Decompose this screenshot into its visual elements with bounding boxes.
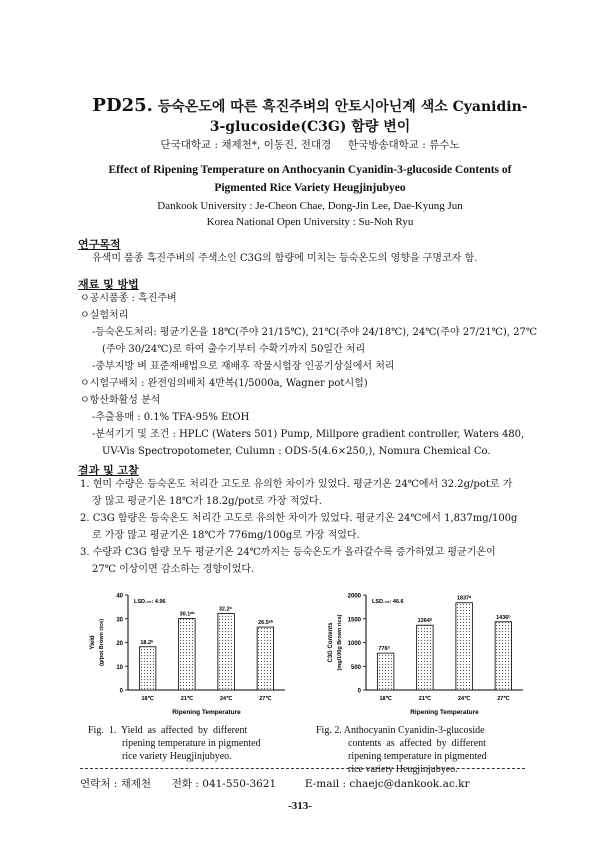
bar bbox=[257, 627, 273, 690]
y-axis-label: Yield bbox=[90, 635, 96, 650]
caption-line: rice variety Heugjinjubyeo. bbox=[122, 751, 232, 762]
caption-line: Fig. 2. Anthocyanin Cyanidin-3-glucoside bbox=[316, 725, 485, 736]
bar bbox=[456, 603, 472, 690]
results-line: 3. 수량과 C3G 함량 모두 평균기온 24℃까지는 등숙온도가 올라갈수록 증가하였고 평균기온이 bbox=[80, 547, 496, 558]
contact-phone: 전화 : 041-550-3621 bbox=[171, 778, 277, 790]
y-axis-unit-label: (mg/100g Brown rice) bbox=[337, 614, 343, 671]
x-tick-label: 27℃ bbox=[497, 696, 510, 702]
english-title-line-2: Pigmented Rice Variety Heugjinjubyeo bbox=[214, 182, 406, 194]
bar-value-label: 1436ᵇ bbox=[496, 614, 511, 621]
caption-line: Fig. 1. Yield as affected by different bbox=[88, 725, 248, 736]
methods-line: ㅇ공시품종 : 흑진주벼 bbox=[80, 293, 177, 304]
results-line: 장 많고 평균기온 18℃가 18.2g/pot로 가장 적었다. bbox=[92, 496, 322, 507]
x-tick-label: 24℃ bbox=[219, 696, 233, 702]
section-heading-methods: 재료 및 방법 bbox=[78, 278, 139, 291]
methods-line: -분석기기 및 조건 : HPLC (Waters 501) Pump, Millpore gradient controller, Waters 480, bbox=[92, 429, 525, 440]
x-tick-label: 18℃ bbox=[379, 696, 392, 702]
y-tick-label: 0 bbox=[119, 688, 123, 695]
y-tick-label: 10 bbox=[116, 664, 123, 671]
caption-line: ripening temperature in pigmented bbox=[348, 751, 487, 762]
y-axis-unit-label: (g/pot Brown rice) bbox=[99, 618, 105, 667]
bar-value-label: 26.5ᵃᵇ bbox=[258, 620, 274, 627]
figure-1-caption bbox=[88, 724, 303, 763]
english-title-line-1: Effect of Ripening Temperature on Anthocyanin Cyanidin-3-glucoside Contents of bbox=[108, 164, 512, 176]
methods-line: ㅇ시험구배치 : 완전임의배치 4반복(1/5000a, Wagner pot시험) bbox=[80, 378, 368, 389]
y-tick-label: 500 bbox=[350, 664, 361, 671]
authors-english-line-2: Korea National Open University : Su-Noh Ryu bbox=[206, 216, 414, 228]
y-tick-label: 40 bbox=[116, 593, 123, 600]
y-tick-label: 0 bbox=[357, 688, 361, 695]
bar bbox=[139, 647, 155, 690]
contact-email: E-mail : chaejc@dankook.ac.kr bbox=[304, 778, 470, 790]
title-line-1: 등숙온도에 따른 흑진주벼의 안토시아닌계 색소 Cyanidin- bbox=[157, 99, 528, 115]
bar-value-label: 776ᵈ bbox=[378, 646, 390, 653]
bar bbox=[377, 653, 393, 690]
authors-korean: 단국대학교 : 채제천*, 이동진, 전대경 한국방송대학교 : 류수노 bbox=[160, 139, 460, 151]
authors-english bbox=[110, 198, 510, 230]
section-heading-results: 결과 및 고찰 bbox=[78, 464, 139, 477]
objective-paragraph: 유색미 품종 흑진주벼의 주색소인 C3G의 함량에 미치는 등숙온도의 영향을 구명코자 함. bbox=[92, 253, 478, 264]
x-axis-label: Ripening Temperature bbox=[172, 709, 241, 716]
authors-english-line-1: Dankook University : Je-Cheon Chae, Dong-Jin Lee, Dae-Kyung Jun bbox=[157, 200, 463, 212]
methods-line: -등숙온도처리: 평균기온을 18℃(주야 21/15℃), 21℃(주야 24/18℃), 24℃(주야 27/21℃), 27℃ bbox=[92, 327, 538, 338]
results-line: 27℃ 이상이면 감소하는 경향이었다. bbox=[92, 564, 255, 575]
footer-divider bbox=[80, 768, 525, 769]
y-tick-label: 1000 bbox=[347, 641, 361, 647]
methods-line: UV-Vis Spectropotometer, Culumn : ODS-5(4.6×250,), Nomura Chemical Co. bbox=[102, 446, 491, 457]
bar-value-label: 1837ᵃ bbox=[456, 595, 472, 602]
caption-line: ripening temperature in pigmented bbox=[122, 738, 261, 749]
bar-value-label: 18.2ᵇ bbox=[140, 639, 154, 646]
lsd-annotation: LSD.₀₅: 46.6 bbox=[372, 599, 404, 605]
y-tick-label: 2000 bbox=[347, 593, 361, 600]
methods-line: -중부지방 벼 표준재배법으로 재배후 작물시험장 인공기상실에서 처리 bbox=[92, 361, 395, 372]
abstract-code: PD25. bbox=[92, 95, 153, 116]
bar bbox=[218, 614, 234, 690]
caption-line: rice variety Heugjinjubyeo. bbox=[348, 764, 458, 775]
x-tick-label: 24℃ bbox=[457, 696, 471, 702]
english-title bbox=[80, 161, 540, 197]
x-tick-label: 27℃ bbox=[259, 696, 272, 702]
bar-value-label: 32.2ᵃ bbox=[218, 606, 232, 613]
bar bbox=[495, 622, 511, 690]
bar bbox=[179, 619, 195, 690]
results-line: 2. C3G 함량은 등숙온도 처리간 고도로 유의한 차이가 있었다. 평균기온 24℃에서 1,837mg/100g bbox=[80, 513, 518, 524]
x-tick-label: 21℃ bbox=[418, 696, 432, 702]
paper-title bbox=[90, 96, 530, 137]
section-heading-objective: 연구목적 bbox=[78, 238, 121, 251]
results-line: 1. 현미 수량은 등숙온도 처리간 고도로 유의한 차이가 있었다. 평균기온 24℃에서 32.2g/pot로 가 bbox=[80, 479, 513, 490]
contact-name: 연락처 : 채제천 bbox=[80, 778, 152, 790]
lsd-annotation: LSD.₀₅: 4.96 bbox=[134, 599, 166, 605]
c3g-bar-chart bbox=[318, 585, 538, 720]
y-tick-label: 20 bbox=[116, 641, 123, 647]
title-line-2: 3-glucoside(C3G) 함량 변이 bbox=[209, 119, 411, 135]
contact-footer bbox=[80, 776, 540, 791]
caption-line: contents as affected by different bbox=[348, 738, 486, 749]
bar bbox=[417, 625, 433, 690]
bar-value-label: 30.1ᵃᵇ bbox=[179, 611, 195, 618]
y-tick-label: 30 bbox=[116, 617, 123, 624]
yield-bar-chart bbox=[80, 585, 300, 720]
x-tick-label: 18℃ bbox=[141, 696, 154, 702]
methods-line: ㅇ실험처리 bbox=[80, 310, 129, 321]
results-line: 로 가장 많고 평균기온 18℃가 776mg/100g로 가장 적었다. bbox=[92, 530, 360, 541]
x-tick-label: 21℃ bbox=[180, 696, 194, 702]
y-axis-label: C3G Contents bbox=[328, 622, 334, 663]
methods-line: (주야 30/24℃)로 하여 출수기부터 수확기까지 50일간 처리 bbox=[102, 344, 366, 355]
bar-value-label: 1364ᵇ bbox=[417, 618, 433, 625]
page-number: -313- bbox=[288, 800, 312, 812]
methods-line: ㅇ항산화활성 분석 bbox=[80, 395, 161, 406]
x-axis-label: Ripening Temperature bbox=[410, 709, 479, 716]
methods-body bbox=[80, 290, 540, 460]
objective-text bbox=[80, 250, 540, 267]
y-tick-label: 1500 bbox=[347, 617, 361, 624]
methods-line: -추출용매 : 0.1% TFA-95% EtOH bbox=[92, 412, 250, 423]
results-body bbox=[80, 476, 540, 578]
